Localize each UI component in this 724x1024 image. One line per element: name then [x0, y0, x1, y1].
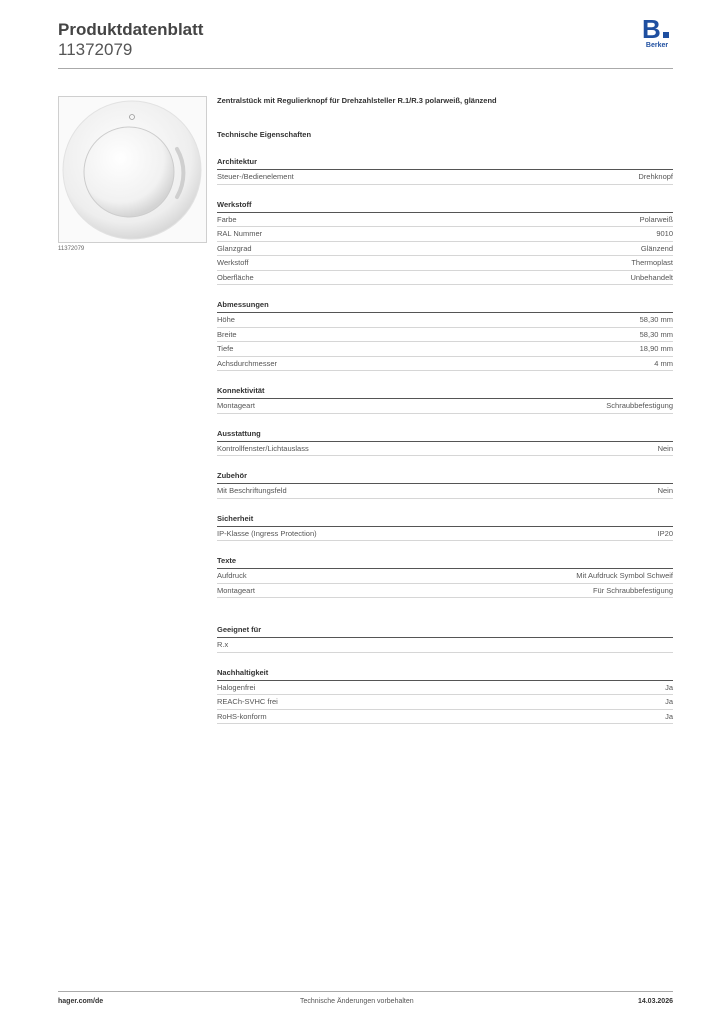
- spec-value: Thermoplast: [631, 258, 673, 267]
- spec-label: Höhe: [217, 315, 235, 324]
- spec-row: [217, 170, 673, 185]
- spec-label: Halogenfrei: [217, 682, 256, 692]
- spec-value: 18,90 mm: [639, 344, 673, 353]
- spec-row: [217, 213, 673, 228]
- section-title: Ausstattung: [217, 428, 673, 442]
- spec-label: Achsdurchmesser: [217, 358, 278, 368]
- spec-row: [217, 313, 673, 328]
- product-description: Zentralstück mit Regulierknopf für Drehzahlsteller R.1/R.3 polarweiß, glänzend: [217, 96, 497, 105]
- spec-row: [217, 328, 673, 343]
- spec-section: [217, 156, 673, 185]
- spec-value: 58,30 mm: [639, 329, 673, 339]
- spec-row: [217, 442, 673, 457]
- section-title: Texte: [217, 555, 673, 569]
- svg-text:B: B: [642, 16, 661, 42]
- spec-label: Oberfläche: [217, 272, 254, 282]
- spec-section: [217, 624, 673, 653]
- spec-row: [217, 342, 673, 357]
- spec-label: Aufdruck: [217, 571, 247, 580]
- spec-label: R.x: [217, 640, 229, 649]
- footer-divider: [58, 991, 673, 992]
- spec-row: [217, 242, 673, 257]
- section-title: Abmessungen: [217, 299, 673, 313]
- footer-website[interactable]: hager.com/de: [58, 998, 104, 1005]
- spec-value: Für Schraubbefestigung: [592, 585, 673, 595]
- spec-value: Schraubbefestigung: [606, 401, 673, 410]
- header-divider: [58, 68, 673, 69]
- section-title: Sicherheit: [217, 513, 673, 527]
- spec-label: Tiefe: [217, 344, 234, 353]
- spec-row: [217, 710, 673, 725]
- spec-row: [217, 484, 673, 499]
- rotary-knob-illustration: [59, 97, 206, 242]
- spec-value: Ja: [665, 682, 673, 692]
- section-title: Architektur: [217, 156, 673, 170]
- spec-label: Glanzgrad: [217, 243, 252, 253]
- spec-value: IP20: [657, 528, 673, 538]
- section-title: Konnektivität: [217, 385, 673, 399]
- spec-value: Ja: [665, 697, 673, 706]
- spec-label: Mit Beschriftungsfeld: [217, 486, 287, 495]
- spec-row: [217, 227, 673, 242]
- footer-date: 14.03.2026: [637, 998, 673, 1005]
- spec-section: [217, 428, 673, 457]
- spec-value: Unbehandelt: [630, 272, 673, 282]
- spec-value: Glänzend: [640, 243, 673, 253]
- spec-value: 58,30 mm: [639, 315, 673, 324]
- spec-value: 9010: [656, 229, 673, 238]
- spec-value: Nein: [657, 486, 673, 495]
- article-number: 11372079: [58, 40, 133, 59]
- spec-row: [217, 271, 673, 286]
- spec-section: [217, 513, 673, 542]
- spec-label: Farbe: [217, 214, 237, 224]
- spec-label: Werkstoff: [217, 258, 249, 267]
- spec-sections: [217, 156, 673, 724]
- spec-label: Breite: [217, 329, 237, 339]
- tech-heading: Technische Eigenschaften: [217, 130, 312, 139]
- spec-row: [217, 256, 673, 271]
- section-title: Nachhaltigkeit: [217, 667, 673, 681]
- section-title: Zubehör: [217, 470, 673, 484]
- spec-section: [217, 555, 673, 598]
- brand-logo: [640, 16, 674, 49]
- spec-row: [217, 527, 673, 542]
- brand-name: Berker: [645, 42, 669, 49]
- footer-notice: Technische Änderungen vorbehalten: [300, 998, 414, 1005]
- section-title: Geeignet für: [217, 624, 673, 638]
- spec-label: Montageart: [217, 401, 255, 410]
- spec-row: [217, 584, 673, 599]
- page-title: Produktdatenblatt: [58, 20, 204, 39]
- spec-row: [217, 399, 673, 414]
- spec-label: RAL Nummer: [217, 229, 263, 238]
- spec-value: 4 mm: [654, 358, 673, 368]
- spec-label: Kontrollfenster/Lichtauslass: [217, 443, 309, 453]
- spec-label: RoHS-konform: [217, 711, 267, 721]
- spec-row: [217, 695, 673, 710]
- spec-label: Steuer-/Bedienelement: [217, 172, 294, 181]
- spec-row: [217, 357, 673, 372]
- spec-section: [217, 385, 673, 414]
- spec-content: [217, 96, 673, 724]
- spec-value: Drehknopf: [638, 172, 673, 181]
- spec-value: Ja: [665, 711, 673, 721]
- image-caption: 11372079: [58, 246, 85, 252]
- spec-value: Polarweiß: [639, 214, 673, 224]
- spec-row: [217, 681, 673, 696]
- berker-logo-icon: [640, 16, 674, 42]
- spec-label: REACh-SVHC frei: [217, 697, 278, 706]
- spec-section: [217, 667, 673, 725]
- spec-section: [217, 470, 673, 499]
- spec-section: [217, 299, 673, 371]
- section-title: Werkstoff: [217, 199, 673, 213]
- spec-row: [217, 569, 673, 584]
- spec-value: Nein: [657, 443, 673, 453]
- spec-label: IP-Klasse (Ingress Protection): [217, 528, 317, 538]
- spec-value: Mit Aufdruck Symbol Schweif: [576, 571, 673, 580]
- spec-label: Montageart: [217, 585, 255, 595]
- product-image: [58, 96, 207, 243]
- spec-row: [217, 638, 673, 653]
- spec-section: [217, 199, 673, 286]
